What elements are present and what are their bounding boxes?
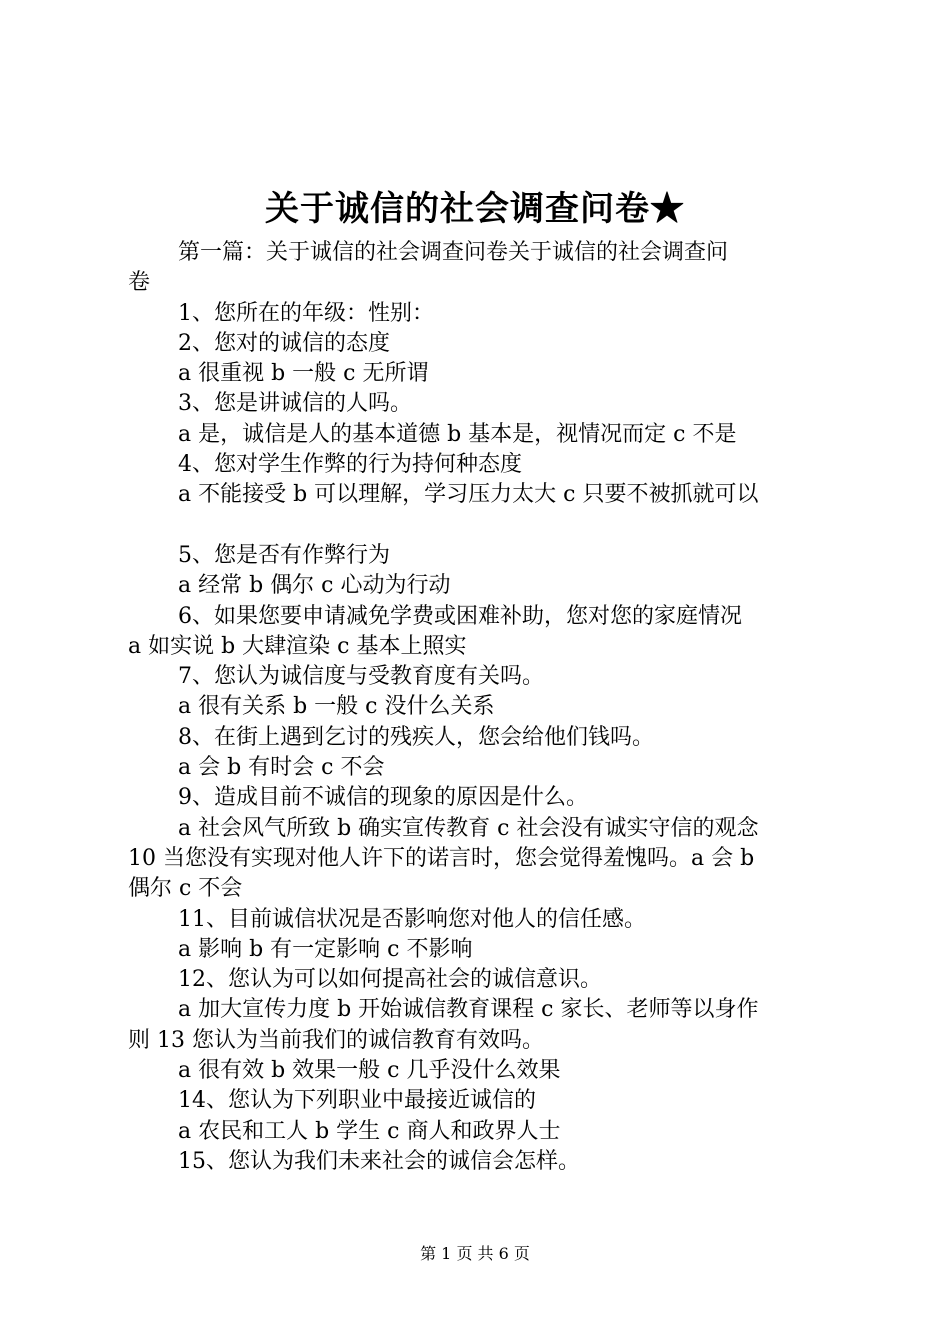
text-line: 4、您对学生作弊的行为持何种态度	[178, 452, 522, 478]
text-line: 2、您对的诚信的态度	[178, 330, 390, 356]
text-line: 14、您认为下列职业中最接近诚信的	[178, 1088, 536, 1114]
document-body	[128, 238, 836, 1177]
text-line: 7、您认为诚信度与受教育度有关吗。	[178, 664, 544, 690]
page-footer: 第 1 页 共 6 页	[420, 1244, 530, 1263]
text-line: a 影响 b 有一定影响 c 不影响	[178, 936, 473, 962]
text-line: 3、您是讲诚信的人吗。	[178, 391, 412, 417]
text-line	[128, 511, 836, 541]
text-line: 6、如果您要申请减免学费或困难补助，您对您的家庭情况	[178, 603, 742, 629]
text-line: a 如实说 b 大肆渲染 c 基本上照实	[128, 633, 467, 659]
text-line: 10 当您没有实现对他人许下的诺言时，您会觉得羞愧吗。a 会 b	[128, 845, 755, 871]
text-line: a 农民和工人 b 学生 c 商人和政界人士	[178, 1118, 561, 1144]
text-line: a 很有效 b 效果一般 c 几乎没什么效果	[178, 1058, 561, 1084]
text-line: 11、目前诚信状况是否影响您对他人的信任感。	[178, 906, 646, 932]
text-line: 9、造成目前不诚信的现象的原因是什么。	[178, 785, 588, 811]
text-line: 第一篇：关于诚信的社会调查问卷关于诚信的社会调查问	[178, 240, 729, 265]
text-line: a 很重视 b 一般 c 无所谓	[178, 361, 429, 387]
text-line: a 经常 b 偶尔 c 心动为行动	[178, 573, 451, 599]
text-line: a 不能接受 b 可以理解，学习压力太大 c 只要不被抓就可以	[178, 482, 759, 508]
text-line: a 很有关系 b 一般 c 没什么关系	[178, 694, 495, 720]
text-line: a 加大宣传力度 b 开始诚信教育课程 c 家长、老师等以身作	[178, 997, 759, 1023]
text-line: a 社会风气所致 b 确实宣传教育 c 社会没有诚实守信的观念	[178, 815, 759, 841]
text-line: 15、您认为我们未来社会的诚信会怎样。	[178, 1148, 580, 1174]
text-line: a 会 b 有时会 c 不会	[178, 755, 385, 781]
text-line: 偶尔 c 不会	[128, 876, 243, 902]
text-line: 8、在街上遇到乞讨的残疾人，您会给他们钱吗。	[178, 724, 654, 750]
text-line: 卷	[128, 270, 151, 296]
text-line: a 是，诚信是人的基本道德 b 基本是，视情况而定 c 不是	[178, 421, 737, 447]
text-line: 12、您认为可以如何提高社会的诚信意识。	[178, 967, 602, 993]
text-line: 则 13 您认为当前我们的诚信教育有效吗。	[128, 1027, 544, 1053]
document-title: 关于诚信的社会调查问卷★	[265, 189, 685, 229]
text-line: 1、您所在的年级：性别：	[178, 300, 434, 326]
text-line: 5、您是否有作弊行为	[178, 542, 390, 568]
